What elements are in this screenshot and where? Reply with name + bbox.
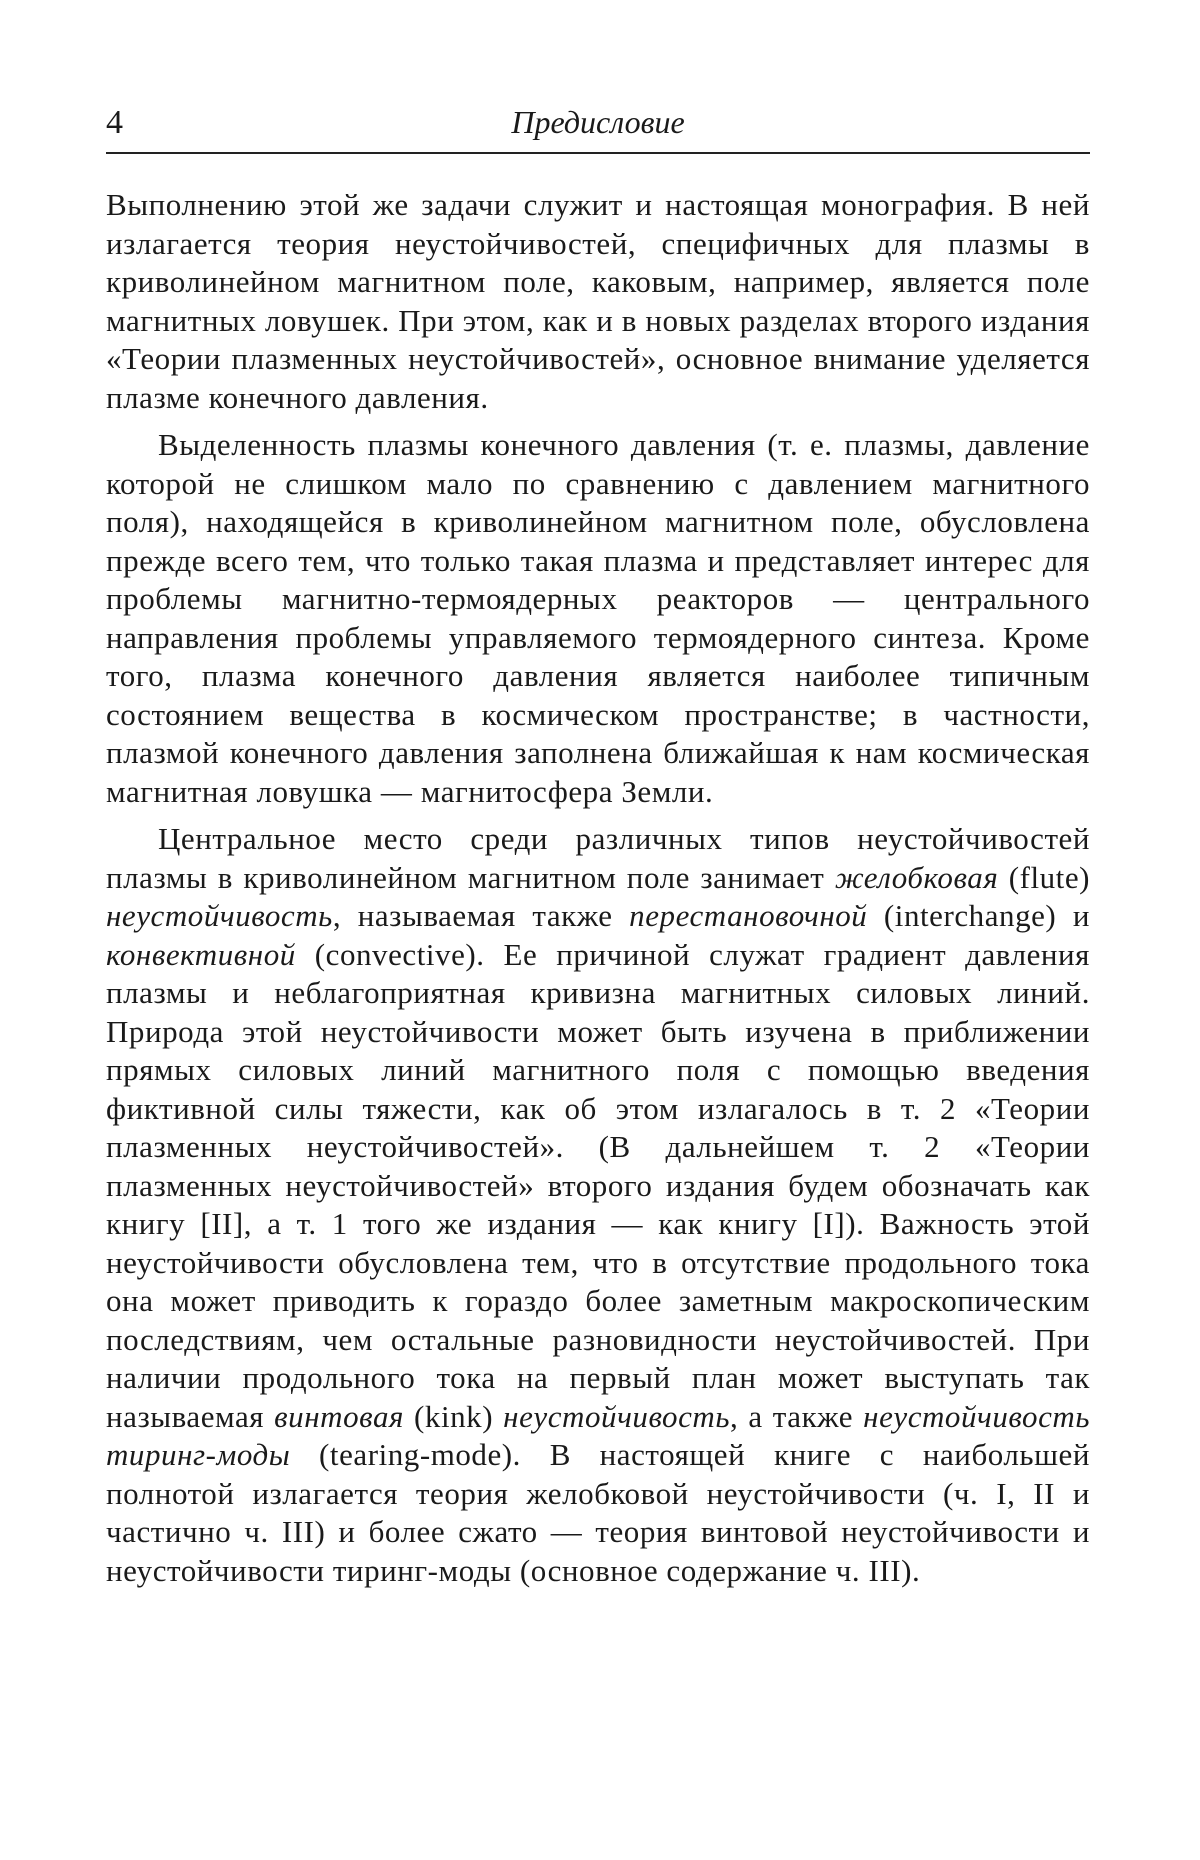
page-header	[106, 100, 1090, 154]
text-run: (kink)	[403, 1398, 504, 1434]
paragraph-1	[106, 186, 1090, 417]
paragraph-2	[106, 426, 1090, 811]
italic-term: желобковая	[834, 859, 999, 895]
paragraph-3	[106, 820, 1090, 1590]
text-run: , а также	[730, 1398, 864, 1434]
text-run: Выделенность плазмы конечного давления (т. е. плазмы, давление которой не слишком мало по сравнению с давлением магнитного поля), находящейся в криволинейном магнитном поле, обусловлена прежде всего тем, что только такая плазма и представляет интерес для проблемы магнитно-термоядерных реакторов — центрального направления проблемы управляемого термоядерного синтеза. Кроме того, плазма конечного давления является наиболее типичным состоянием вещества в космическом пространстве; в частности, плазмой конечного давления заполнена ближайшая к нам космическая магнитная ловушка — магнитосфера Земли.	[106, 427, 1090, 809]
italic-term: перестановочной	[629, 898, 868, 933]
text-run: Центральное место среди различных типов неустойчивостей плазмы в криволинейном магнитном поле занимает	[106, 821, 1090, 895]
book-page	[106, 100, 1090, 1599]
text-run: (convective). Ее причиной служат градиент давления плазмы и неблагоприятная кривизна магнитных силовых линий. Природа этой неустойчивости может быть изучена в приближении прямых силовых линий магнитного поля с помощью введения фиктивной силы тяжести, как об этом излагалось в т. 2 «Теории плазменных неустойчивостей». (В дальнейшем т. 2 «Теории плазменных неустойчивостей» второго издания будем обозначать как книгу [II], а т. 1 того же издания — как книгу [I]). Важность этой неустойчивости обусловлена тем, что в отсутствие продольного тока она может приводить к гораздо более заметным макроскопическим последствиям, чем остальные разновидности неустойчивостей. При наличии продольного тока на первый план может выступать так называемая	[106, 936, 1090, 1434]
text-run: (interchange) и	[867, 898, 1090, 933]
italic-term: конвективной	[106, 936, 296, 972]
italic-term: неустойчивость тиринг-моды	[106, 1398, 1090, 1472]
text-run: (tearing-mode). В настоящей книге с наибольшей полнотой излагается теория желобковой неустойчивости (ч. I, II и частично ч. III) и более сжато — теория винтовой неустойчивости и неустойчивости тиринг-моды (основное содержание ч. III).	[106, 1437, 1090, 1588]
italic-term: неустойчивость	[106, 898, 333, 933]
body-text	[106, 186, 1090, 1590]
running-title: Предисловие	[511, 104, 685, 140]
page-number: 4	[106, 104, 123, 141]
italic-term: винтовая	[274, 1398, 404, 1434]
text-run: (flute)	[998, 859, 1090, 895]
text-run: , называемая также	[332, 898, 630, 933]
italic-term: неустойчивость	[503, 1398, 731, 1434]
text-run: Выполнению этой же задачи служит и настоящая монография. В ней излагается теория неустойчивостей, специфичных для плазмы в криволинейном магнитном поле, каковым, например, является поле магнитных ловушек. При этом, как и в новых разделах второго издания «Теории плазменных неустойчивостей», основное внимание уделяется плазме конечного давления.	[106, 187, 1090, 415]
